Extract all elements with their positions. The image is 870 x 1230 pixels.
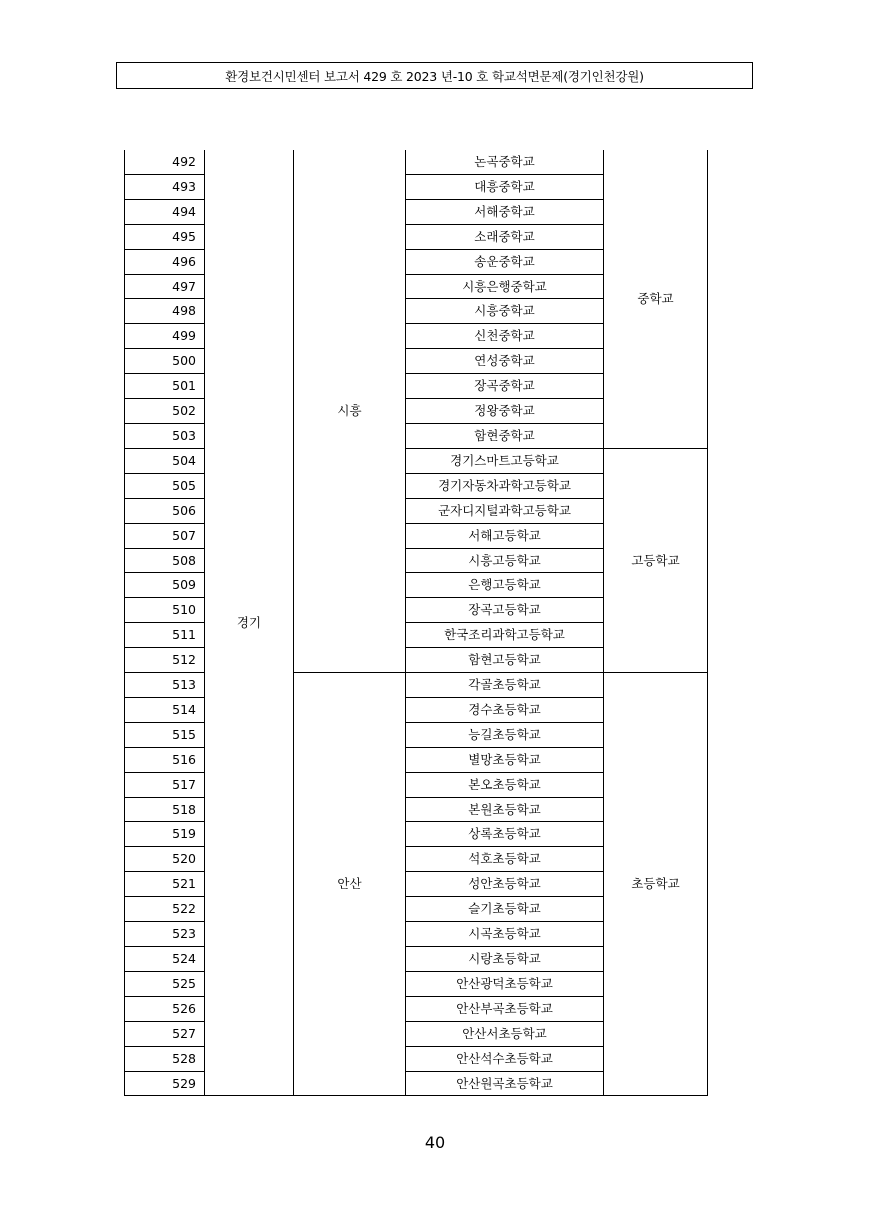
school-name: 한국조리과학고등학교 xyxy=(406,623,604,648)
row-number: 492 xyxy=(125,150,205,174)
school-name: 본원초등학교 xyxy=(406,797,604,822)
row-number: 514 xyxy=(125,697,205,722)
row-number: 525 xyxy=(125,971,205,996)
school-name: 석호초등학교 xyxy=(406,847,604,872)
row-number: 511 xyxy=(125,623,205,648)
row-number: 506 xyxy=(125,498,205,523)
page-number: 40 xyxy=(424,1133,446,1152)
row-number: 529 xyxy=(125,1071,205,1096)
row-number: 521 xyxy=(125,872,205,897)
school-name: 장곡고등학교 xyxy=(406,598,604,623)
row-number: 508 xyxy=(125,548,205,573)
row-number: 513 xyxy=(125,673,205,698)
school-name: 시랑초등학교 xyxy=(406,947,604,972)
row-number: 527 xyxy=(125,1021,205,1046)
school-name: 서해고등학교 xyxy=(406,523,604,548)
table-row xyxy=(125,150,708,174)
row-number: 505 xyxy=(125,473,205,498)
report-header-title: 환경보건시민센터 보고서 429 호 2023 년-10 호 학교석면문제(경기인천강원) xyxy=(225,68,644,84)
school-name: 정왕중학교 xyxy=(406,399,604,424)
school-level-cell: 초등학교 xyxy=(604,673,708,1096)
school-name: 군자디지털과학고등학교 xyxy=(406,498,604,523)
school-name: 상록초등학교 xyxy=(406,822,604,847)
school-name: 각골초등학교 xyxy=(406,673,604,698)
row-number: 516 xyxy=(125,747,205,772)
school-name: 장곡중학교 xyxy=(406,374,604,399)
row-number: 495 xyxy=(125,224,205,249)
row-number: 517 xyxy=(125,772,205,797)
row-number: 504 xyxy=(125,448,205,473)
school-name: 경기자동차과학고등학교 xyxy=(406,473,604,498)
row-number: 502 xyxy=(125,399,205,424)
report-header xyxy=(116,62,753,89)
row-number: 519 xyxy=(125,822,205,847)
row-number: 520 xyxy=(125,847,205,872)
school-name: 능길초등학교 xyxy=(406,722,604,747)
school-name: 대흥중학교 xyxy=(406,174,604,199)
row-number: 499 xyxy=(125,324,205,349)
school-name: 논곡중학교 xyxy=(406,150,604,174)
school-name: 시흥중학교 xyxy=(406,299,604,324)
school-name: 슬기초등학교 xyxy=(406,897,604,922)
row-number: 515 xyxy=(125,722,205,747)
school-name: 서해중학교 xyxy=(406,199,604,224)
row-number: 498 xyxy=(125,299,205,324)
school-name: 함현고등학교 xyxy=(406,648,604,673)
city-cell: 시흥 xyxy=(294,150,406,673)
row-number: 500 xyxy=(125,349,205,374)
school-name: 시곡초등학교 xyxy=(406,922,604,947)
school-name: 안산원곡초등학교 xyxy=(406,1071,604,1096)
city-cell: 안산 xyxy=(294,673,406,1096)
school-name: 연성중학교 xyxy=(406,349,604,374)
row-number: 496 xyxy=(125,249,205,274)
school-name: 소래중학교 xyxy=(406,224,604,249)
school-name: 별망초등학교 xyxy=(406,747,604,772)
school-name: 시흥은행중학교 xyxy=(406,274,604,299)
school-name: 송운중학교 xyxy=(406,249,604,274)
school-name: 신천중학교 xyxy=(406,324,604,349)
school-name: 시흥고등학교 xyxy=(406,548,604,573)
row-number: 522 xyxy=(125,897,205,922)
row-number: 507 xyxy=(125,523,205,548)
school-name: 안산서초등학교 xyxy=(406,1021,604,1046)
school-name: 은행고등학교 xyxy=(406,573,604,598)
school-level-cell: 고등학교 xyxy=(604,448,708,672)
row-number: 518 xyxy=(125,797,205,822)
school-name: 본오초등학교 xyxy=(406,772,604,797)
row-number: 493 xyxy=(125,174,205,199)
school-asbestos-table xyxy=(124,150,708,1096)
row-number: 503 xyxy=(125,423,205,448)
row-number: 523 xyxy=(125,922,205,947)
row-number: 524 xyxy=(125,947,205,972)
school-name: 경수초등학교 xyxy=(406,697,604,722)
region-cell: 경기 xyxy=(205,150,294,1096)
row-number: 510 xyxy=(125,598,205,623)
row-number: 501 xyxy=(125,374,205,399)
school-name: 함현중학교 xyxy=(406,423,604,448)
row-number: 497 xyxy=(125,274,205,299)
row-number: 526 xyxy=(125,996,205,1021)
row-number: 528 xyxy=(125,1046,205,1071)
row-number: 512 xyxy=(125,648,205,673)
school-name: 안산광덕초등학교 xyxy=(406,971,604,996)
row-number: 509 xyxy=(125,573,205,598)
row-number: 494 xyxy=(125,199,205,224)
school-name: 안산석수초등학교 xyxy=(406,1046,604,1071)
school-name: 안산부곡초등학교 xyxy=(406,996,604,1021)
school-name: 경기스마트고등학교 xyxy=(406,448,604,473)
school-level-cell: 중학교 xyxy=(604,150,708,448)
school-name: 성안초등학교 xyxy=(406,872,604,897)
